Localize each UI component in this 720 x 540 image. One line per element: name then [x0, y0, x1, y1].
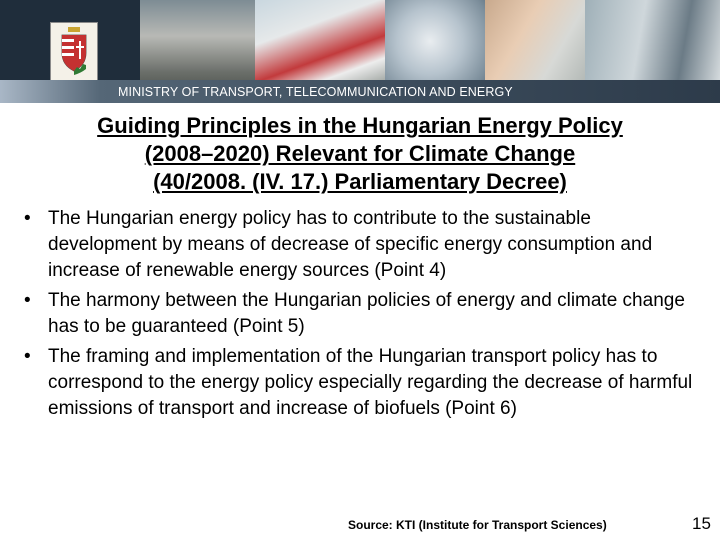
title-line: (2008–2020) Relevant for Climate Change: [144, 141, 576, 166]
bullet-text: The framing and implementation of the Hungarian transport policy has to correspond to the energy policy especially regarding the decrease of harmful emissions of transport and increase of biofuels (Point 6): [48, 346, 693, 419]
bullet-item: [24, 344, 696, 422]
bullet-text: The Hungarian energy policy has to contribute to the sustainable development by means of decrease of specific energy consumption and increase of renewable energy sources (Point 4): [48, 208, 653, 281]
slide-title: [10, 112, 710, 196]
coat-of-arms-icon: [51, 23, 97, 79]
page-number: 15: [692, 514, 711, 533]
bullet-dot-icon: •: [24, 346, 31, 367]
bullet-dot-icon: •: [24, 208, 31, 229]
bullet-item: [24, 288, 696, 340]
title-line: (40/2008. (IV. 17.) Parliamentary Decree): [153, 169, 567, 194]
bullet-text: The harmony between the Hungarian policies of energy and climate change has to be guaranteed (Point 5): [48, 290, 685, 337]
bullet-list: [24, 206, 696, 426]
source-note: Source: KTI (Institute for Transport Sciences): [348, 518, 607, 532]
header-banner: [0, 0, 720, 103]
bullet-dot-icon: •: [24, 290, 31, 311]
ministry-name: MINISTRY OF TRANSPORT, TELECOMMUNICATION AND ENERGY: [118, 85, 513, 99]
title-line: Guiding Principles in the Hungarian Energy Policy: [97, 113, 623, 138]
bullet-item: [24, 206, 696, 284]
